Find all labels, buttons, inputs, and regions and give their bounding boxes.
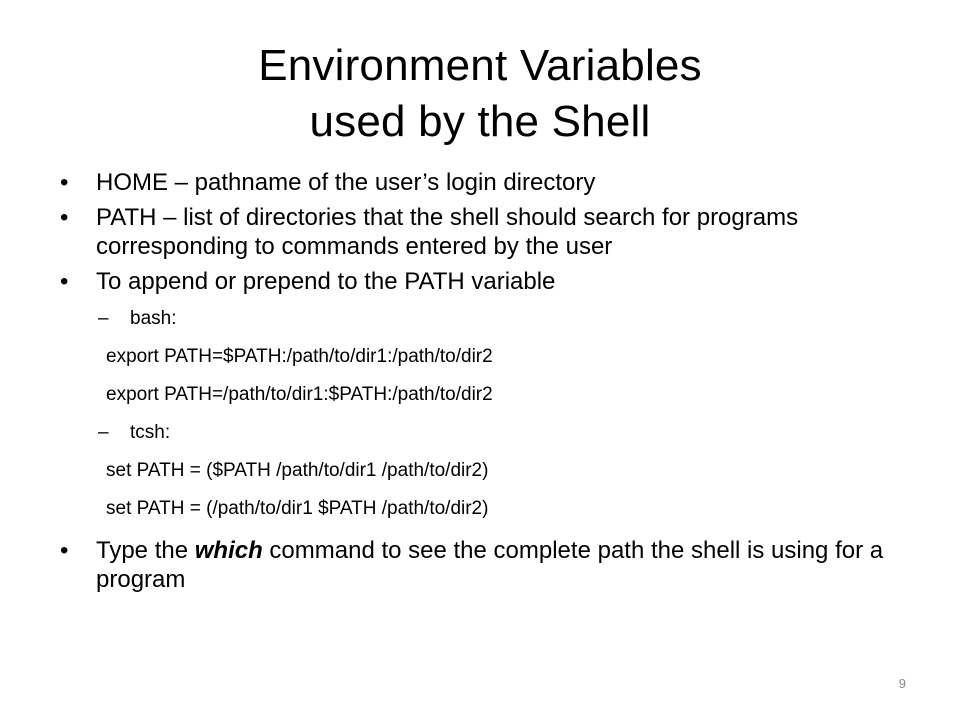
sub-item-dash: –	[98, 422, 109, 443]
bullet-marker: •	[60, 169, 69, 196]
code-line: export PATH=$PATH:/path/to/dir1:/path/to/dir2	[106, 346, 493, 367]
bullet-marker: •	[60, 537, 69, 564]
bullet-item-append	[60, 267, 920, 296]
bullet-text	[96, 537, 883, 593]
code-line: set PATH = (/path/to/dir1 $PATH /path/to/dir2)	[106, 498, 489, 519]
sub-item-bash	[60, 308, 920, 330]
bullet-text: PATH – list of directories that the shell should search for programs corresponding to commands entered by the user	[96, 204, 799, 260]
sub-item-label: bash:	[130, 308, 177, 329]
sub-item-dash: –	[98, 308, 109, 329]
bullet-text: To append or prepend to the PATH variable	[96, 268, 556, 295]
bullet-marker: •	[60, 204, 69, 231]
code-line: set PATH = ($PATH /path/to/dir1 /path/to/dir2)	[106, 460, 489, 481]
slide-body	[60, 168, 920, 600]
bullet-text-before: Type the	[96, 537, 195, 564]
bullet-text-after: command to see the complete path the shell is using for a program	[96, 537, 884, 593]
bullet-item-home	[60, 168, 920, 197]
sub-item-tcsh	[60, 422, 920, 444]
bullet-marker: •	[60, 268, 69, 295]
bullet-item-which	[60, 536, 920, 594]
slide-title	[0, 38, 960, 150]
slide-title-line-1: Environment Variables	[258, 41, 702, 90]
page-number: 9	[898, 676, 906, 691]
code-line: export PATH=/path/to/dir1:$PATH:/path/to/dir2	[106, 384, 493, 405]
sub-item-label: tcsh:	[130, 422, 171, 443]
slide-title-line-2: used by the Shell	[309, 97, 651, 146]
bullet-text: HOME – pathname of the user’s login directory	[96, 169, 596, 196]
bullet-text-emphasis: which	[194, 537, 263, 564]
bullet-item-path	[60, 203, 920, 261]
